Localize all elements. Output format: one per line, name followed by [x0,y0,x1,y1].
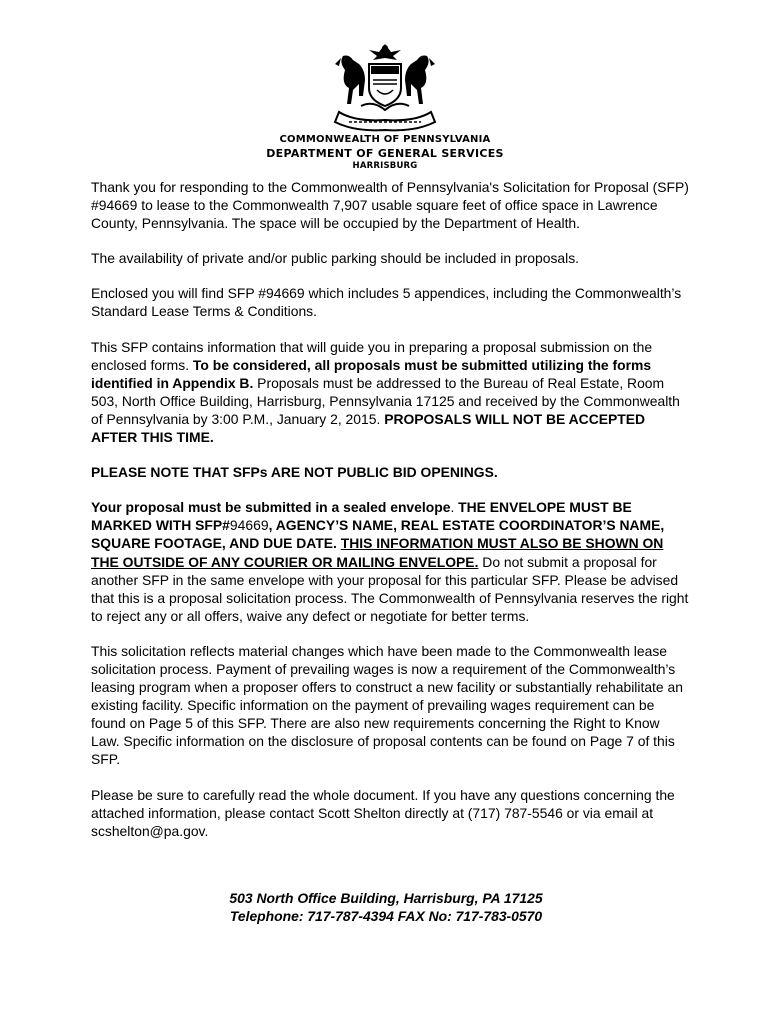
paragraph-instructions [91,338,691,447]
envelope-period: . [450,499,459,516]
envelope-sfp-number: 94669 [229,517,269,534]
letterhead-city: HARRISBURG [352,161,418,171]
paragraph-intro: Thank you for responding to the Commonwealth of Pennsylvania's Solicitation for Proposal (SFP) #94669 to lease to the Commonwealth 7,907 usable square feet of office space in Lawrence County, Pennsylvania. The space will be occupied by the Department of Health. [91,179,689,232]
envelope-fields-text: , AGENCY’S NAME, REAL ESTATE COORDINATOR’S NAME, SQUARE FOOTAGE, AND DUE DATE. [91,517,665,552]
pennsylvania-coat-of-arms-icon [325,40,445,134]
instructions-text-c: Proposals must be addressed to the Bureau of Real Estate, Room 503, North Office Building, Harrisburg, Pennsylvania 17125 and received by the Commonwealth of Pennsylvania by 3:00 P.M., January 2, 2015. [91,374,680,427]
envelope-remaining-text: Do not submit a proposal for another SFP in the same envelope with your proposal for this particular SFP. Please be advised that this is a proposal solicitation process. The Commonwealth of Pennsylvania reserves the right to reject any or all offers, waive any defect or negotiate for better terms. [91,553,689,624]
paragraph-contact: Please be sure to carefully read the whole document. If you have any questions concerning the attached information, please contact Scott Shelton directly at (717) 787-5546 or via email at scshelton@pa.gov. [91,786,675,839]
instructions-text-a: This SFP contains information that will guide you in preparing a proposal submission on the enclosed forms. [91,338,653,373]
paragraph-enclosed: Enclosed you will find SFP #94669 which includes 5 appendices, including the Commonwealth’s Standard Lease Terms & Conditions. [91,285,682,320]
letter-body [91,178,691,857]
footer-address: 503 North Office Building, Harrisburg, PA 17125 [229,890,543,906]
paragraph-envelope [91,498,691,625]
letterhead-department: DEPARTMENT OF GENERAL SERVICES [266,147,504,160]
paragraph-parking: The availability of private and/or public parking should be included in proposals. [91,250,580,267]
envelope-marked-text: THE ENVELOPE MUST BE MARKED WITH SFP# [91,499,632,534]
paragraph-bid-note: PLEASE NOTE THAT SFPs ARE NOT PUBLIC BID OPENINGS. [91,464,498,481]
instructions-requirement: To be considered, all proposals must be submitted utilizing the forms identified in Appendix B. [91,356,652,391]
footer-phone: Telephone: 717-787-4394 FAX No: 717-783-0570 [229,908,543,924]
letterhead-commonwealth: COMMONWEALTH OF PENNSYLVANIA [279,134,491,145]
paragraph-changes: This solicitation reflects material changes which have been made to the Commonwealth lease solicitation process. Payment of prevailing wages is now a requirement of the Commonwealth’s leasing program when a proposer offers to construct a new facility or substantially rehabilitate an existing facility. Specific information on the payment of prevailing wages requirement can be found on Page 5 of this SFP. There are also new requirements concerning the Right to Know Law. Specific information on the disclosure of proposal contents can be found on Page 7 of this SFP. [91,642,683,768]
envelope-courier-text: THIS INFORMATION MUST ALSO BE SHOWN ON THE OUTSIDE OF ANY COURIER OR MAILING ENVELOPE. [91,535,664,570]
instructions-deadline-warning: PROPOSALS WILL NOT BE ACCEPTED AFTER THIS TIME. [91,410,646,446]
envelope-sealed-text: Your proposal must be submitted in a sealed envelope [91,499,451,516]
